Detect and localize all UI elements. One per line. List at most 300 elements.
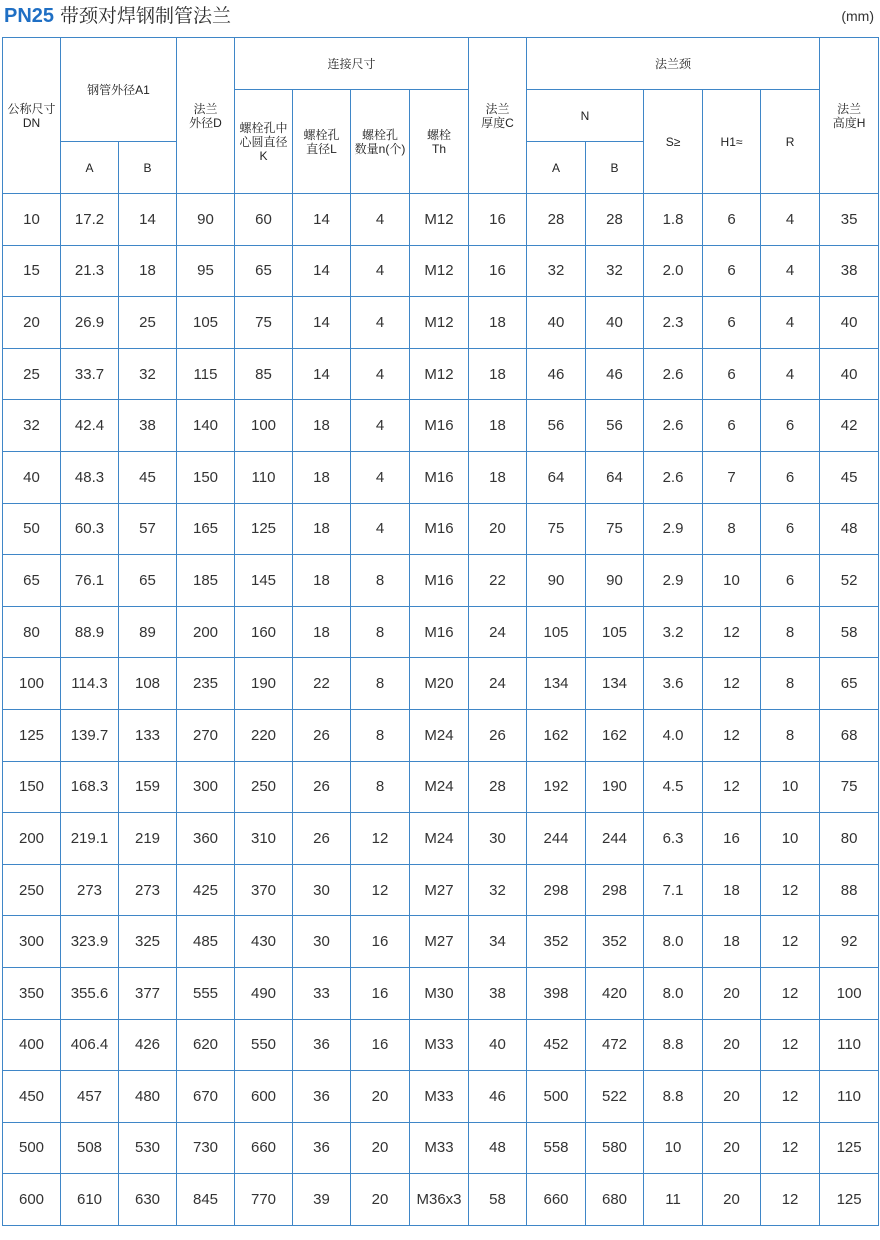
table-cell: 40 <box>3 451 61 503</box>
table-cell: 8 <box>351 761 410 813</box>
table-cell: 12 <box>703 658 761 710</box>
table-cell: 12 <box>761 1174 820 1226</box>
title-bar <box>0 0 880 36</box>
table-cell: M16 <box>410 400 469 452</box>
table-cell: 620 <box>177 1019 235 1071</box>
table-cell: 426 <box>119 1019 177 1071</box>
title-name: 带颈对焊钢制管法兰 <box>60 5 232 27</box>
table-cell: 92 <box>820 916 879 968</box>
table-cell: 550 <box>235 1019 293 1071</box>
table-row <box>3 813 879 865</box>
table-cell: M16 <box>410 503 469 555</box>
header-height: 法兰 高度H <box>820 38 879 194</box>
table-cell: 64 <box>586 451 644 503</box>
table-cell: 75 <box>820 761 879 813</box>
table-cell: 139.7 <box>61 709 119 761</box>
table-row <box>3 194 879 246</box>
header-n: N <box>527 90 644 142</box>
table-cell: 30 <box>293 916 351 968</box>
table-cell: 39 <box>293 1174 351 1226</box>
table-cell: 6.3 <box>644 813 703 865</box>
table-cell: 42.4 <box>61 400 119 452</box>
table-cell: 20 <box>703 1174 761 1226</box>
table-row <box>3 1174 879 1226</box>
table-row <box>3 555 879 607</box>
table-row <box>3 503 879 555</box>
table-cell: 125 <box>3 709 61 761</box>
table-cell: 4 <box>761 297 820 349</box>
table-cell: 8.8 <box>644 1071 703 1123</box>
table-cell: 11 <box>644 1174 703 1226</box>
table-cell: 406.4 <box>61 1019 119 1071</box>
table-cell: M33 <box>410 1122 469 1174</box>
table-cell: 580 <box>586 1122 644 1174</box>
table-cell: 530 <box>119 1122 177 1174</box>
table-cell: 20 <box>703 1019 761 1071</box>
table-cell: 162 <box>586 709 644 761</box>
table-cell: 159 <box>119 761 177 813</box>
table-cell: 14 <box>119 194 177 246</box>
table-cell: 352 <box>586 916 644 968</box>
table-cell: 10 <box>703 555 761 607</box>
table-cell: 89 <box>119 606 177 658</box>
table-cell: 2.6 <box>644 348 703 400</box>
table-cell: M12 <box>410 297 469 349</box>
table-cell: 16 <box>703 813 761 865</box>
table-cell: 20 <box>351 1174 410 1226</box>
table-cell: 20 <box>351 1071 410 1123</box>
table-cell: 14 <box>293 297 351 349</box>
table-cell: 18 <box>293 555 351 607</box>
table-cell: 6 <box>761 555 820 607</box>
table-cell: 18 <box>293 400 351 452</box>
table-cell: 64 <box>527 451 586 503</box>
table-cell: 200 <box>3 813 61 865</box>
table-cell: 500 <box>3 1122 61 1174</box>
table-cell: 65 <box>820 658 879 710</box>
table-row <box>3 245 879 297</box>
table-cell: 10 <box>3 194 61 246</box>
table-cell: 33 <box>293 967 351 1019</box>
table-cell: 20 <box>703 1122 761 1174</box>
table-cell: 95 <box>177 245 235 297</box>
table-cell: 60 <box>235 194 293 246</box>
table-cell: 18 <box>703 916 761 968</box>
table-row <box>3 348 879 400</box>
header-pipe-a: A <box>61 142 119 194</box>
table-cell: M30 <box>410 967 469 1019</box>
title-pressure-class: PN25 <box>4 5 55 27</box>
table-cell: 8.0 <box>644 967 703 1019</box>
table-cell: 65 <box>3 555 61 607</box>
table-cell: 125 <box>235 503 293 555</box>
table-cell: 80 <box>3 606 61 658</box>
table-cell: 610 <box>61 1174 119 1226</box>
table-row <box>3 451 879 503</box>
header-neck: 法兰颈 <box>527 38 820 90</box>
table-cell: 52 <box>820 555 879 607</box>
table-cell: 32 <box>527 245 586 297</box>
table-cell: 150 <box>3 761 61 813</box>
table-cell: 12 <box>351 813 410 865</box>
table-cell: M36x3 <box>410 1174 469 1226</box>
table-cell: 15 <box>3 245 61 297</box>
table-cell: 4.0 <box>644 709 703 761</box>
table-cell: 38 <box>119 400 177 452</box>
table-cell: 400 <box>3 1019 61 1071</box>
header-bolt: 螺栓 Th <box>410 90 469 194</box>
table-cell: 58 <box>469 1174 527 1226</box>
table-cell: 25 <box>119 297 177 349</box>
table-cell: 46 <box>527 348 586 400</box>
table-cell: 8 <box>703 503 761 555</box>
table-cell: 244 <box>586 813 644 865</box>
table-cell: 770 <box>235 1174 293 1226</box>
table-cell: 18 <box>119 245 177 297</box>
header-flange-od: 法兰 外径D <box>177 38 235 194</box>
table-cell: 110 <box>235 451 293 503</box>
table-cell: 377 <box>119 967 177 1019</box>
table-row <box>3 916 879 968</box>
table-cell: 18 <box>469 348 527 400</box>
table-cell: 34 <box>469 916 527 968</box>
table-cell: 200 <box>177 606 235 658</box>
table-cell: 2.3 <box>644 297 703 349</box>
table-cell: 30 <box>469 813 527 865</box>
table-cell: 12 <box>761 1071 820 1123</box>
table-cell: 190 <box>586 761 644 813</box>
table-cell: 25 <box>3 348 61 400</box>
table-cell: 219.1 <box>61 813 119 865</box>
header-bolt-count: 螺栓孔 数量n(个) <box>351 90 410 194</box>
table-cell: 168.3 <box>61 761 119 813</box>
table-cell: 600 <box>3 1174 61 1226</box>
table-cell: 75 <box>527 503 586 555</box>
table-cell: 660 <box>235 1122 293 1174</box>
table-cell: 65 <box>119 555 177 607</box>
table-cell: 6 <box>703 245 761 297</box>
table-row <box>3 400 879 452</box>
table-cell: 48 <box>820 503 879 555</box>
header-dn: 公称尺寸 DN <box>3 38 61 194</box>
table-cell: 192 <box>527 761 586 813</box>
table-cell: 26.9 <box>61 297 119 349</box>
table-row <box>3 297 879 349</box>
table-cell: 90 <box>586 555 644 607</box>
table-cell: 3.2 <box>644 606 703 658</box>
table-cell: 185 <box>177 555 235 607</box>
table-cell: M20 <box>410 658 469 710</box>
table-cell: 36 <box>293 1071 351 1123</box>
table-cell: 508 <box>61 1122 119 1174</box>
table-cell: 480 <box>119 1071 177 1123</box>
table-cell: 244 <box>527 813 586 865</box>
table-cell: 2.6 <box>644 400 703 452</box>
flange-dimension-table <box>2 37 879 1226</box>
table-cell: 16 <box>351 967 410 1019</box>
table-cell: 114.3 <box>61 658 119 710</box>
table-cell: 20 <box>351 1122 410 1174</box>
table-body <box>3 194 879 1226</box>
table-cell: M27 <box>410 916 469 968</box>
header-connection: 连接尺寸 <box>235 38 469 90</box>
table-cell: 110 <box>820 1071 879 1123</box>
table-cell: 8 <box>351 555 410 607</box>
table-cell: 14 <box>293 194 351 246</box>
table-cell: 12 <box>761 1019 820 1071</box>
table-cell: 20 <box>703 967 761 1019</box>
table-cell: 300 <box>177 761 235 813</box>
table-cell: 28 <box>586 194 644 246</box>
table-cell: 45 <box>119 451 177 503</box>
table-cell: 360 <box>177 813 235 865</box>
table-cell: 88.9 <box>61 606 119 658</box>
table-cell: 522 <box>586 1071 644 1123</box>
table-cell: 20 <box>703 1071 761 1123</box>
table-cell: 485 <box>177 916 235 968</box>
table-cell: 85 <box>235 348 293 400</box>
table-cell: M12 <box>410 348 469 400</box>
table-cell: 6 <box>761 451 820 503</box>
table-cell: 490 <box>235 967 293 1019</box>
table-cell: 26 <box>293 709 351 761</box>
table-cell: 105 <box>586 606 644 658</box>
table-cell: 32 <box>119 348 177 400</box>
table-cell: 220 <box>235 709 293 761</box>
table-cell: 10 <box>644 1122 703 1174</box>
table-row <box>3 606 879 658</box>
table-cell: 14 <box>293 348 351 400</box>
table-cell: 75 <box>235 297 293 349</box>
table-cell: 17.2 <box>61 194 119 246</box>
table-cell: 8.0 <box>644 916 703 968</box>
table-cell: 80 <box>820 813 879 865</box>
table-cell: 125 <box>820 1122 879 1174</box>
table-cell: 350 <box>3 967 61 1019</box>
table-cell: 8 <box>351 709 410 761</box>
table-cell: 32 <box>3 400 61 452</box>
table-cell: 18 <box>469 451 527 503</box>
table-cell: 2.0 <box>644 245 703 297</box>
table-cell: 38 <box>469 967 527 1019</box>
header-bolt-circle: 螺栓孔中 心圆直径 K <box>235 90 293 194</box>
table-cell: 40 <box>820 297 879 349</box>
table-cell: 40 <box>469 1019 527 1071</box>
table-cell: 600 <box>235 1071 293 1123</box>
table-row <box>3 1071 879 1123</box>
table-cell: 398 <box>527 967 586 1019</box>
table-cell: 22 <box>469 555 527 607</box>
table-cell: 10 <box>761 813 820 865</box>
table-cell: M24 <box>410 709 469 761</box>
table-cell: 16 <box>351 1019 410 1071</box>
table-cell: 16 <box>469 245 527 297</box>
table-cell: 298 <box>527 864 586 916</box>
table-cell: 4 <box>351 194 410 246</box>
header-n-b: B <box>586 142 644 194</box>
table-cell: 273 <box>61 864 119 916</box>
table-cell: 36 <box>293 1122 351 1174</box>
table-cell: 105 <box>177 297 235 349</box>
table-cell: 4 <box>351 297 410 349</box>
table-cell: 134 <box>527 658 586 710</box>
table-cell: 4 <box>761 194 820 246</box>
header-pipe-od: 钢管外径A1 <box>61 38 177 142</box>
table-cell: 845 <box>177 1174 235 1226</box>
table-cell: 100 <box>3 658 61 710</box>
table-cell: 8 <box>761 709 820 761</box>
table-cell: 38 <box>820 245 879 297</box>
table-cell: 7.1 <box>644 864 703 916</box>
table-cell: 58 <box>820 606 879 658</box>
table-cell: 90 <box>527 555 586 607</box>
table-cell: M27 <box>410 864 469 916</box>
table-cell: 370 <box>235 864 293 916</box>
table-cell: 16 <box>469 194 527 246</box>
table-cell: 660 <box>527 1174 586 1226</box>
table-cell: 4 <box>761 245 820 297</box>
table-cell: 250 <box>235 761 293 813</box>
table-cell: 18 <box>469 400 527 452</box>
table-cell: 555 <box>177 967 235 1019</box>
table-cell: 8 <box>351 658 410 710</box>
table-cell: 12 <box>351 864 410 916</box>
table-cell: 48.3 <box>61 451 119 503</box>
table-cell: 45 <box>820 451 879 503</box>
table-cell: 134 <box>586 658 644 710</box>
table-cell: 36 <box>293 1019 351 1071</box>
table-cell: 2.9 <box>644 503 703 555</box>
table-cell: 4.5 <box>644 761 703 813</box>
table-cell: 300 <box>3 916 61 968</box>
table-cell: 22 <box>293 658 351 710</box>
table-cell: 270 <box>177 709 235 761</box>
table-cell: 26 <box>469 709 527 761</box>
table-cell: 115 <box>177 348 235 400</box>
table-cell: 30 <box>293 864 351 916</box>
table-cell: 310 <box>235 813 293 865</box>
table-cell: 57 <box>119 503 177 555</box>
table-cell: 160 <box>235 606 293 658</box>
table-cell: 145 <box>235 555 293 607</box>
table-cell: 190 <box>235 658 293 710</box>
header-r: R <box>761 90 820 194</box>
table-cell: 40 <box>820 348 879 400</box>
table-cell: 12 <box>761 916 820 968</box>
table-row <box>3 1019 879 1071</box>
unit-label: (mm) <box>841 8 874 24</box>
table-cell: 26 <box>293 761 351 813</box>
table-cell: 32 <box>469 864 527 916</box>
table-cell: 46 <box>586 348 644 400</box>
table-cell: 219 <box>119 813 177 865</box>
table-row <box>3 1122 879 1174</box>
table-cell: 680 <box>586 1174 644 1226</box>
table-cell: 46 <box>469 1071 527 1123</box>
table-cell: 125 <box>820 1174 879 1226</box>
table-cell: 21.3 <box>61 245 119 297</box>
table-cell: 28 <box>527 194 586 246</box>
table-cell: 4 <box>761 348 820 400</box>
table-cell: 18 <box>703 864 761 916</box>
table-cell: M33 <box>410 1019 469 1071</box>
table-cell: 8 <box>761 658 820 710</box>
table-cell: 670 <box>177 1071 235 1123</box>
table-cell: 76.1 <box>61 555 119 607</box>
table-cell: 28 <box>469 761 527 813</box>
table-cell: 12 <box>703 606 761 658</box>
table-cell: 558 <box>527 1122 586 1174</box>
table-cell: 40 <box>586 297 644 349</box>
table-cell: 235 <box>177 658 235 710</box>
table-cell: 12 <box>761 1122 820 1174</box>
table-cell: 56 <box>586 400 644 452</box>
table-cell: 26 <box>293 813 351 865</box>
table-cell: 24 <box>469 606 527 658</box>
table-cell: 133 <box>119 709 177 761</box>
table-cell: 12 <box>761 967 820 1019</box>
table-cell: 32 <box>586 245 644 297</box>
table-row <box>3 967 879 1019</box>
table-cell: 50 <box>3 503 61 555</box>
table-row <box>3 761 879 813</box>
table-cell: 42 <box>820 400 879 452</box>
table-cell: M12 <box>410 245 469 297</box>
table-cell: 2.9 <box>644 555 703 607</box>
table-cell: M24 <box>410 813 469 865</box>
table-cell: 16 <box>351 916 410 968</box>
table-cell: 65 <box>235 245 293 297</box>
table-cell: 140 <box>177 400 235 452</box>
table-cell: 6 <box>703 194 761 246</box>
table-cell: 6 <box>703 297 761 349</box>
table-cell: 4 <box>351 245 410 297</box>
table-cell: 56 <box>527 400 586 452</box>
table-cell: 150 <box>177 451 235 503</box>
table-cell: 110 <box>820 1019 879 1071</box>
table-cell: 500 <box>527 1071 586 1123</box>
table-cell: 6 <box>761 503 820 555</box>
table-cell: 14 <box>293 245 351 297</box>
page-title <box>4 2 231 29</box>
table-cell: 8 <box>351 606 410 658</box>
table-cell: 60.3 <box>61 503 119 555</box>
table-cell: 12 <box>761 864 820 916</box>
table-cell: 450 <box>3 1071 61 1123</box>
header-bolt-hole-dia: 螺栓孔 直径L <box>293 90 351 194</box>
table-cell: 8.8 <box>644 1019 703 1071</box>
table-cell: 325 <box>119 916 177 968</box>
table-cell: 6 <box>703 400 761 452</box>
table-cell: 68 <box>820 709 879 761</box>
table-cell: 352 <box>527 916 586 968</box>
table-cell: 108 <box>119 658 177 710</box>
table-cell: 12 <box>703 761 761 813</box>
table-cell: 90 <box>177 194 235 246</box>
table-cell: 452 <box>527 1019 586 1071</box>
table-cell: 3.6 <box>644 658 703 710</box>
table-cell: 40 <box>527 297 586 349</box>
table-cell: M16 <box>410 555 469 607</box>
table-cell: 4 <box>351 451 410 503</box>
table-cell: 472 <box>586 1019 644 1071</box>
header-s: S≥ <box>644 90 703 194</box>
table-cell: 18 <box>293 451 351 503</box>
table-cell: M12 <box>410 194 469 246</box>
table-cell: 7 <box>703 451 761 503</box>
table-row <box>3 864 879 916</box>
table-cell: 6 <box>703 348 761 400</box>
